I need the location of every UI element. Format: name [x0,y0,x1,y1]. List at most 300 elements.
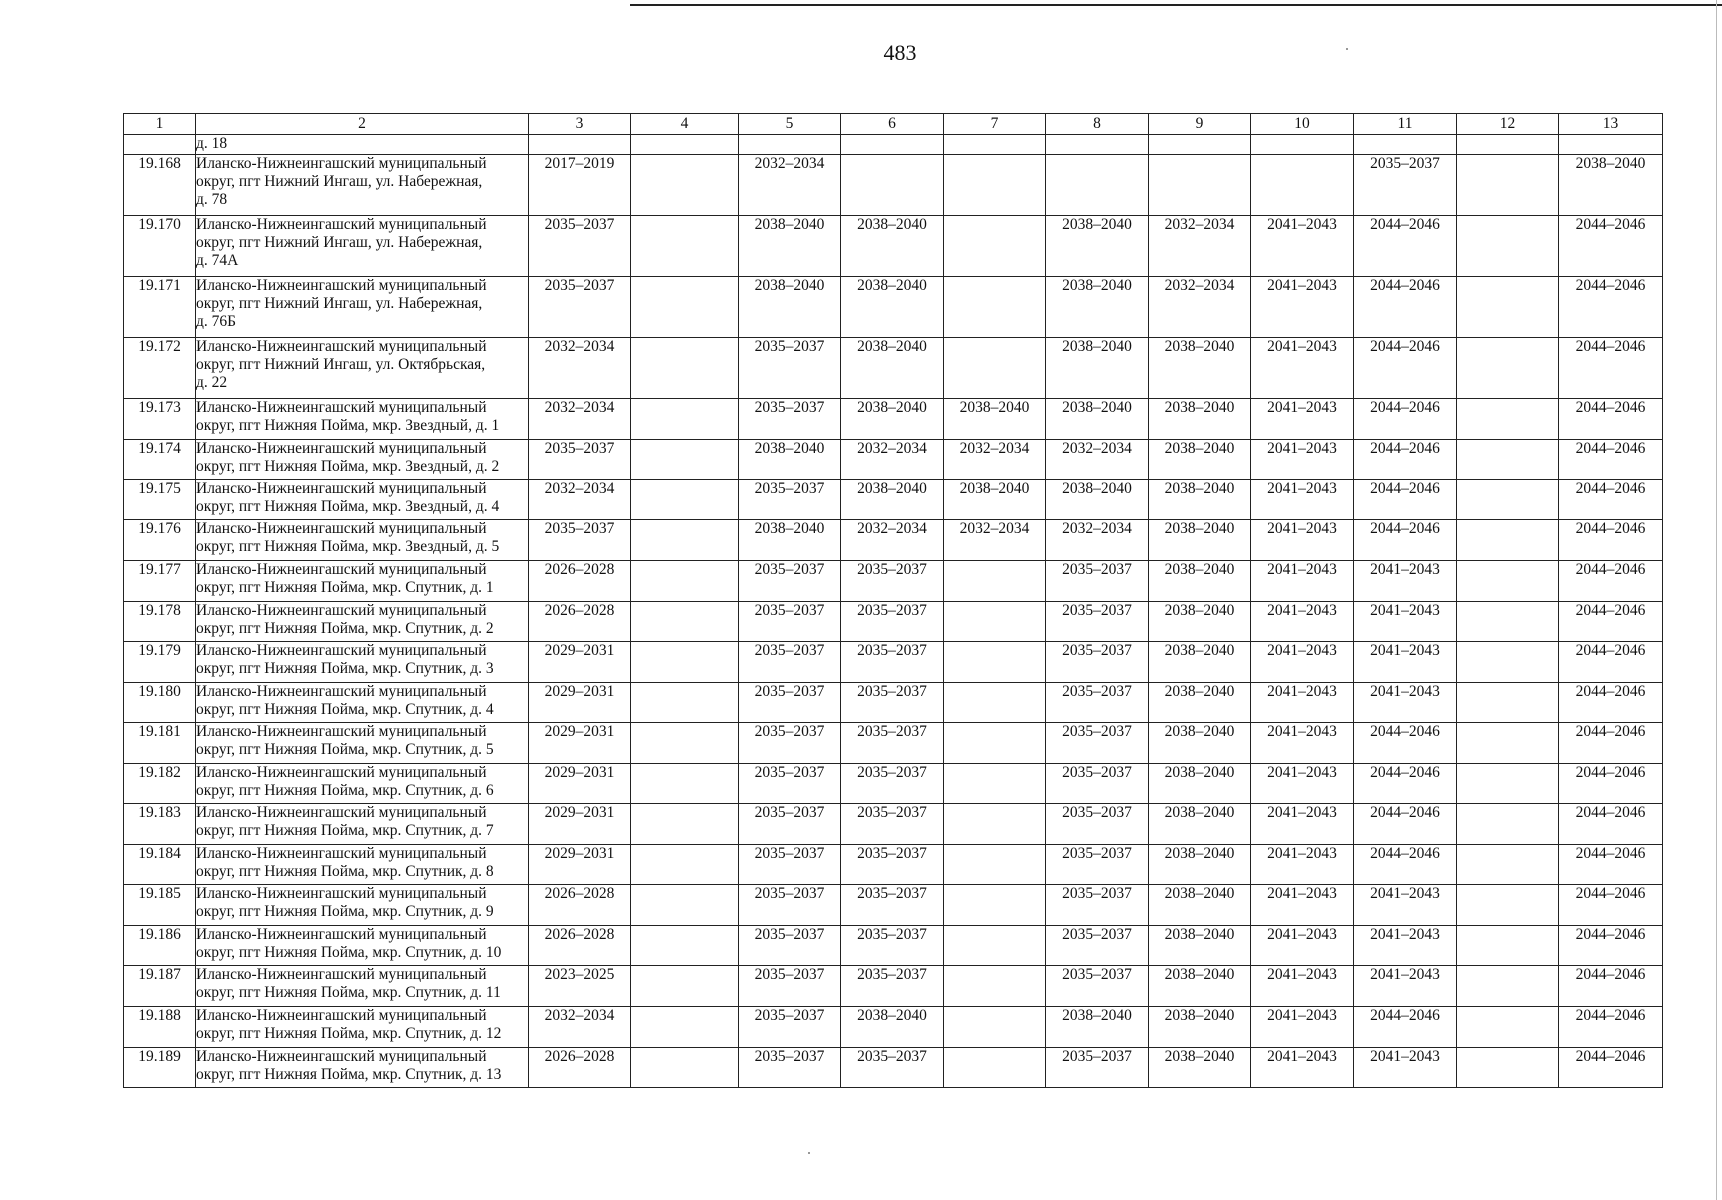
address-cell: Иланско-Нижнеингашский муниципальный округ, пгт Нижняя Пойма, мкр. Спутник, д. 1 [196,561,529,602]
table-row [124,277,1663,338]
address-cell: Иланско-Нижнеингашский муниципальный округ, пгт Нижняя Пойма, мкр. Спутник, д. 9 [196,885,529,926]
period-cell-col-10: 2041–2043 [1251,338,1354,399]
period-cell-col-5: 2035–2037 [739,338,841,399]
column-header-7: 7 [944,114,1046,135]
period-cell-col-12 [1457,480,1559,520]
row-number-cell: 19.172 [124,338,196,399]
period-cell-col-6: 2035–2037 [841,966,944,1007]
period-cell-col-12 [1457,1007,1559,1048]
row-number-cell: 19.181 [124,723,196,764]
period-cell-col-8: 2035–2037 [1046,683,1149,723]
period-cell-col-12 [1457,399,1559,440]
period-cell-col-10: 2041–2043 [1251,764,1354,804]
period-cell-col-6: 2032–2034 [841,520,944,561]
period-cell-col-7: 2038–2040 [944,480,1046,520]
period-cell-col-11: 2044–2046 [1354,480,1457,520]
period-cell-col-12 [1457,683,1559,723]
period-cell-col-6: 2035–2037 [841,845,944,885]
period-cell-col-11: 2041–2043 [1354,966,1457,1007]
period-cell-col-13: 2044–2046 [1559,885,1663,926]
period-cell-col-12 [1457,845,1559,885]
period-cell-col-10: 2041–2043 [1251,1048,1354,1088]
page-edge-line [1716,0,1717,1200]
period-cell-col-8: 2035–2037 [1046,1048,1149,1088]
period-cell-col-8: 2032–2034 [1046,440,1149,480]
period-cell-col-8: 2035–2037 [1046,642,1149,683]
period-cell-col-5: 2035–2037 [739,642,841,683]
address-cell: Иланско-Нижнеингашский муниципальный округ, пгт Нижняя Пойма, мкр. Спутник, д. 8 [196,845,529,885]
period-cell-col-4 [631,216,739,277]
period-cell-col-9 [1149,135,1251,155]
period-cell-col-7 [944,216,1046,277]
period-cell-col-9: 2038–2040 [1149,885,1251,926]
table-row [124,1007,1663,1048]
period-cell-col-5: 2035–2037 [739,966,841,1007]
period-cell-col-12 [1457,602,1559,642]
period-cell-col-4 [631,1048,739,1088]
table-row [124,480,1663,520]
period-cell-col-11: 2044–2046 [1354,338,1457,399]
period-cell-col-9: 2038–2040 [1149,1048,1251,1088]
period-cell-col-10: 2041–2043 [1251,277,1354,338]
period-cell-col-10 [1251,155,1354,216]
period-cell-col-9 [1149,155,1251,216]
period-cell-col-3: 2035–2037 [529,277,631,338]
period-cell-col-13: 2044–2046 [1559,683,1663,723]
column-header-13: 13 [1559,114,1663,135]
period-cell-col-3: 2032–2034 [529,399,631,440]
period-cell-col-4 [631,845,739,885]
period-cell-col-3: 2026–2028 [529,1048,631,1088]
period-cell-col-5: 2035–2037 [739,602,841,642]
period-cell-col-10: 2041–2043 [1251,683,1354,723]
address-cell: Иланско-Нижнеингашский муниципальный округ, пгт Нижняя Пойма, мкр. Спутник, д. 11 [196,966,529,1007]
period-cell-col-7 [944,723,1046,764]
column-header-11: 11 [1354,114,1457,135]
table-row [124,399,1663,440]
period-cell-col-7 [944,155,1046,216]
period-cell-col-7 [944,602,1046,642]
period-cell-col-4 [631,561,739,602]
period-cell-col-13: 2044–2046 [1559,764,1663,804]
table-row [124,602,1663,642]
period-cell-col-10: 2041–2043 [1251,399,1354,440]
period-cell-col-5: 2035–2037 [739,561,841,602]
table-row [124,926,1663,966]
table-row [124,1048,1663,1088]
period-cell-col-13: 2044–2046 [1559,1048,1663,1088]
period-cell-col-3: 2026–2028 [529,561,631,602]
period-cell-col-13: 2044–2046 [1559,1007,1663,1048]
address-cell: Иланско-Нижнеингашский муниципальный округ, пгт Нижний Ингаш, ул. Набережная, д. 78 [196,155,529,216]
period-cell-col-9: 2038–2040 [1149,845,1251,885]
period-cell-col-9: 2038–2040 [1149,399,1251,440]
period-cell-col-9: 2038–2040 [1149,683,1251,723]
period-cell-col-8 [1046,155,1149,216]
column-header-2: 2 [196,114,529,135]
period-cell-col-4 [631,966,739,1007]
period-cell-col-7: 2038–2040 [944,399,1046,440]
period-cell-col-9: 2038–2040 [1149,926,1251,966]
period-cell-col-7 [944,683,1046,723]
period-cell-col-7 [944,561,1046,602]
period-cell-col-9: 2038–2040 [1149,1007,1251,1048]
period-cell-col-12 [1457,723,1559,764]
period-cell-col-4 [631,520,739,561]
period-cell-col-11: 2044–2046 [1354,277,1457,338]
period-cell-col-11: 2041–2043 [1354,642,1457,683]
period-cell-col-12 [1457,1048,1559,1088]
period-cell-col-12 [1457,520,1559,561]
period-cell-col-13: 2044–2046 [1559,440,1663,480]
period-cell-col-4 [631,440,739,480]
address-cell: Иланско-Нижнеингашский муниципальный округ, пгт Нижняя Пойма, мкр. Спутник, д. 10 [196,926,529,966]
period-cell-col-6: 2032–2034 [841,440,944,480]
table-body [124,135,1663,1088]
period-cell-col-7 [944,764,1046,804]
period-cell-col-11: 2035–2037 [1354,155,1457,216]
row-number-cell: 19.171 [124,277,196,338]
table-row [124,216,1663,277]
period-cell-col-11: 2041–2043 [1354,683,1457,723]
period-cell-col-9: 2038–2040 [1149,440,1251,480]
period-cell-col-5: 2035–2037 [739,804,841,845]
column-header-12: 12 [1457,114,1559,135]
period-cell-col-3: 2017–2019 [529,155,631,216]
period-cell-col-10: 2041–2043 [1251,845,1354,885]
table-row [124,683,1663,723]
column-header-4: 4 [631,114,739,135]
period-cell-col-6: 2038–2040 [841,399,944,440]
row-number-cell: 19.183 [124,804,196,845]
address-cell: Иланско-Нижнеингашский муниципальный округ, пгт Нижняя Пойма, мкр. Спутник, д. 2 [196,602,529,642]
period-cell-col-13: 2044–2046 [1559,804,1663,845]
period-cell-col-11: 2044–2046 [1354,804,1457,845]
period-cell-col-9: 2032–2034 [1149,277,1251,338]
period-cell-col-5: 2035–2037 [739,885,841,926]
period-cell-col-5: 2035–2037 [739,683,841,723]
address-cell: Иланско-Нижнеингашский муниципальный округ, пгт Нижний Ингаш, ул. Набережная, д. 74А [196,216,529,277]
address-cell: Иланско-Нижнеингашский муниципальный округ, пгт Нижний Ингаш, ул. Набережная, д. 76Б [196,277,529,338]
period-cell-col-8: 2035–2037 [1046,602,1149,642]
period-cell-col-9: 2038–2040 [1149,764,1251,804]
period-cell-col-10: 2041–2043 [1251,216,1354,277]
period-cell-col-8: 2038–2040 [1046,399,1149,440]
period-cell-col-5: 2032–2034 [739,155,841,216]
row-number-cell [124,135,196,155]
address-cell: Иланско-Нижнеингашский муниципальный округ, пгт Нижний Ингаш, ул. Октябрьская, д. 22 [196,338,529,399]
period-cell-col-11: 2044–2046 [1354,1007,1457,1048]
period-cell-col-3: 2032–2034 [529,1007,631,1048]
table-row [124,561,1663,602]
period-cell-col-9: 2038–2040 [1149,520,1251,561]
row-number-cell: 19.170 [124,216,196,277]
period-cell-col-12 [1457,764,1559,804]
period-cell-col-4 [631,602,739,642]
period-cell-col-13: 2044–2046 [1559,561,1663,602]
column-header-6: 6 [841,114,944,135]
period-cell-col-4 [631,804,739,845]
row-number-cell: 19.174 [124,440,196,480]
period-cell-col-4 [631,399,739,440]
period-cell-col-13: 2044–2046 [1559,642,1663,683]
period-cell-col-5 [739,135,841,155]
period-cell-col-4 [631,683,739,723]
period-cell-col-3: 2029–2031 [529,683,631,723]
period-cell-col-5: 2038–2040 [739,520,841,561]
period-cell-col-8: 2038–2040 [1046,277,1149,338]
period-cell-col-9: 2038–2040 [1149,561,1251,602]
period-cell-col-7 [944,338,1046,399]
table-row [124,338,1663,399]
period-cell-col-4 [631,723,739,764]
period-cell-col-4 [631,277,739,338]
period-cell-col-3: 2029–2031 [529,723,631,764]
period-cell-col-8: 2038–2040 [1046,1007,1149,1048]
period-cell-col-6: 2035–2037 [841,723,944,764]
period-cell-col-10: 2041–2043 [1251,440,1354,480]
period-cell-col-9: 2038–2040 [1149,642,1251,683]
period-cell-col-11: 2044–2046 [1354,399,1457,440]
row-number-cell: 19.178 [124,602,196,642]
period-cell-col-13: 2044–2046 [1559,926,1663,966]
column-header-10: 10 [1251,114,1354,135]
period-cell-col-12 [1457,804,1559,845]
period-cell-col-5: 2035–2037 [739,1048,841,1088]
row-number-cell: 19.175 [124,480,196,520]
table-row [124,723,1663,764]
table-row [124,642,1663,683]
period-cell-col-8: 2035–2037 [1046,723,1149,764]
period-cell-col-3: 2026–2028 [529,602,631,642]
housing-repair-schedule-table [123,113,1663,1088]
row-number-cell: 19.185 [124,885,196,926]
page-number: 483 [883,40,917,65]
period-cell-col-12 [1457,561,1559,602]
period-cell-col-8: 2035–2037 [1046,926,1149,966]
period-cell-col-4 [631,764,739,804]
period-cell-col-13: 2044–2046 [1559,520,1663,561]
table-row [124,764,1663,804]
address-cell: Иланско-Нижнеингашский муниципальный округ, пгт Нижняя Пойма, мкр. Звездный, д. 2 [196,440,529,480]
period-cell-col-8: 2035–2037 [1046,845,1149,885]
period-cell-col-10: 2041–2043 [1251,642,1354,683]
period-cell-col-3: 2026–2028 [529,926,631,966]
period-cell-col-6: 2038–2040 [841,277,944,338]
period-cell-col-12 [1457,277,1559,338]
period-cell-col-3: 2035–2037 [529,440,631,480]
period-cell-col-8 [1046,135,1149,155]
period-cell-col-9: 2038–2040 [1149,480,1251,520]
row-number-cell: 19.173 [124,399,196,440]
period-cell-col-6: 2035–2037 [841,804,944,845]
address-cell: Иланско-Нижнеингашский муниципальный округ, пгт Нижняя Пойма, мкр. Спутник, д. 3 [196,642,529,683]
period-cell-col-3: 2032–2034 [529,480,631,520]
address-cell: Иланско-Нижнеингашский муниципальный округ, пгт Нижняя Пойма, мкр. Звездный, д. 4 [196,480,529,520]
period-cell-col-13: 2044–2046 [1559,723,1663,764]
period-cell-col-11 [1354,135,1457,155]
period-cell-col-12 [1457,135,1559,155]
period-cell-col-3: 2032–2034 [529,338,631,399]
column-number-header-row [124,114,1663,135]
row-number-cell: 19.177 [124,561,196,602]
period-cell-col-9: 2038–2040 [1149,966,1251,1007]
period-cell-col-11: 2041–2043 [1354,926,1457,966]
period-cell-col-5: 2035–2037 [739,399,841,440]
period-cell-col-6: 2035–2037 [841,683,944,723]
column-header-1: 1 [124,114,196,135]
period-cell-col-11: 2041–2043 [1354,885,1457,926]
period-cell-col-4 [631,155,739,216]
period-cell-col-13: 2044–2046 [1559,480,1663,520]
period-cell-col-5: 2035–2037 [739,1007,841,1048]
period-cell-col-13: 2044–2046 [1559,216,1663,277]
row-number-cell: 19.180 [124,683,196,723]
period-cell-col-12 [1457,966,1559,1007]
period-cell-col-11: 2044–2046 [1354,845,1457,885]
period-cell-col-5: 2038–2040 [739,440,841,480]
period-cell-col-7 [944,135,1046,155]
period-cell-col-5: 2038–2040 [739,277,841,338]
period-cell-col-8: 2035–2037 [1046,764,1149,804]
address-cell: Иланско-Нижнеингашский муниципальный округ, пгт Нижняя Пойма, мкр. Спутник, д. 13 [196,1048,529,1088]
period-cell-col-6: 2038–2040 [841,338,944,399]
row-number-cell: 19.188 [124,1007,196,1048]
period-cell-col-7 [944,642,1046,683]
period-cell-col-3: 2035–2037 [529,520,631,561]
period-cell-col-3: 2026–2028 [529,885,631,926]
row-number-cell: 19.179 [124,642,196,683]
period-cell-col-6 [841,135,944,155]
period-cell-col-4 [631,926,739,966]
period-cell-col-3: 2029–2031 [529,845,631,885]
period-cell-col-11: 2044–2046 [1354,723,1457,764]
address-cell: Иланско-Нижнеингашский муниципальный округ, пгт Нижняя Пойма, мкр. Спутник, д. 7 [196,804,529,845]
period-cell-col-7 [944,845,1046,885]
column-header-9: 9 [1149,114,1251,135]
column-header-5: 5 [739,114,841,135]
period-cell-col-8: 2032–2034 [1046,520,1149,561]
period-cell-col-4 [631,135,739,155]
period-cell-col-5: 2035–2037 [739,480,841,520]
period-cell-col-12 [1457,926,1559,966]
column-header-8: 8 [1046,114,1149,135]
table-row [124,804,1663,845]
period-cell-col-10 [1251,135,1354,155]
period-cell-col-10: 2041–2043 [1251,561,1354,602]
period-cell-col-9: 2038–2040 [1149,804,1251,845]
period-cell-col-3: 2029–2031 [529,804,631,845]
period-cell-col-10: 2041–2043 [1251,602,1354,642]
table-row [124,135,1663,155]
period-cell-col-11: 2044–2046 [1354,216,1457,277]
period-cell-col-12 [1457,216,1559,277]
period-cell-col-5: 2035–2037 [739,926,841,966]
address-cell: Иланско-Нижнеингашский муниципальный округ, пгт Нижняя Пойма, мкр. Спутник, д. 5 [196,723,529,764]
period-cell-col-10: 2041–2043 [1251,966,1354,1007]
period-cell-col-10: 2041–2043 [1251,723,1354,764]
period-cell-col-5: 2038–2040 [739,216,841,277]
period-cell-col-7: 2032–2034 [944,440,1046,480]
period-cell-col-8: 2035–2037 [1046,966,1149,1007]
period-cell-col-11: 2041–2043 [1354,561,1457,602]
period-cell-col-10: 2041–2043 [1251,1007,1354,1048]
period-cell-col-9: 2032–2034 [1149,216,1251,277]
period-cell-col-4 [631,885,739,926]
period-cell-col-6: 2035–2037 [841,642,944,683]
period-cell-col-7 [944,804,1046,845]
period-cell-col-8: 2038–2040 [1046,216,1149,277]
period-cell-col-6: 2035–2037 [841,926,944,966]
period-cell-col-10: 2041–2043 [1251,480,1354,520]
period-cell-col-8: 2035–2037 [1046,561,1149,602]
period-cell-col-9: 2038–2040 [1149,338,1251,399]
period-cell-col-12 [1457,155,1559,216]
table-row [124,440,1663,480]
period-cell-col-7 [944,277,1046,338]
period-cell-col-7 [944,885,1046,926]
period-cell-col-3 [529,135,631,155]
period-cell-col-3: 2029–2031 [529,764,631,804]
top-scan-rule [630,4,1722,6]
period-cell-col-12 [1457,885,1559,926]
period-cell-col-6: 2035–2037 [841,764,944,804]
column-header-3: 3 [529,114,631,135]
period-cell-col-4 [631,480,739,520]
address-cell: Иланско-Нижнеингашский муниципальный округ, пгт Нижняя Пойма, мкр. Спутник, д. 4 [196,683,529,723]
period-cell-col-11: 2041–2043 [1354,1048,1457,1088]
table-row [124,885,1663,926]
period-cell-col-13: 2038–2040 [1559,155,1663,216]
period-cell-col-13: 2044–2046 [1559,845,1663,885]
period-cell-col-9: 2038–2040 [1149,602,1251,642]
period-cell-col-10: 2041–2043 [1251,926,1354,966]
period-cell-col-13: 2044–2046 [1559,399,1663,440]
period-cell-col-12 [1457,440,1559,480]
period-cell-col-5: 2035–2037 [739,845,841,885]
period-cell-col-6: 2038–2040 [841,1007,944,1048]
period-cell-col-8: 2038–2040 [1046,480,1149,520]
address-cell: Иланско-Нижнеингашский муниципальный округ, пгт Нижняя Пойма, мкр. Звездный, д. 5 [196,520,529,561]
period-cell-col-10: 2041–2043 [1251,804,1354,845]
row-number-cell: 19.186 [124,926,196,966]
period-cell-col-10: 2041–2043 [1251,520,1354,561]
period-cell-col-5: 2035–2037 [739,723,841,764]
period-cell-col-6: 2035–2037 [841,885,944,926]
row-number-cell: 19.187 [124,966,196,1007]
table-row [124,966,1663,1007]
period-cell-col-3: 2035–2037 [529,216,631,277]
period-cell-col-6: 2035–2037 [841,561,944,602]
period-cell-col-4 [631,1007,739,1048]
period-cell-col-11: 2044–2046 [1354,440,1457,480]
address-cell: Иланско-Нижнеингашский муниципальный округ, пгт Нижняя Пойма, мкр. Звездный, д. 1 [196,399,529,440]
table-row [124,845,1663,885]
period-cell-col-8: 2035–2037 [1046,804,1149,845]
period-cell-col-7 [944,926,1046,966]
scan-speck [808,1152,810,1154]
row-number-cell: 19.182 [124,764,196,804]
period-cell-col-12 [1457,642,1559,683]
period-cell-col-7 [944,1048,1046,1088]
period-cell-col-5: 2035–2037 [739,764,841,804]
period-cell-col-6: 2035–2037 [841,1048,944,1088]
period-cell-col-11: 2044–2046 [1354,764,1457,804]
table-row [124,155,1663,216]
period-cell-col-8: 2035–2037 [1046,885,1149,926]
period-cell-col-3: 2023–2025 [529,966,631,1007]
period-cell-col-4 [631,338,739,399]
